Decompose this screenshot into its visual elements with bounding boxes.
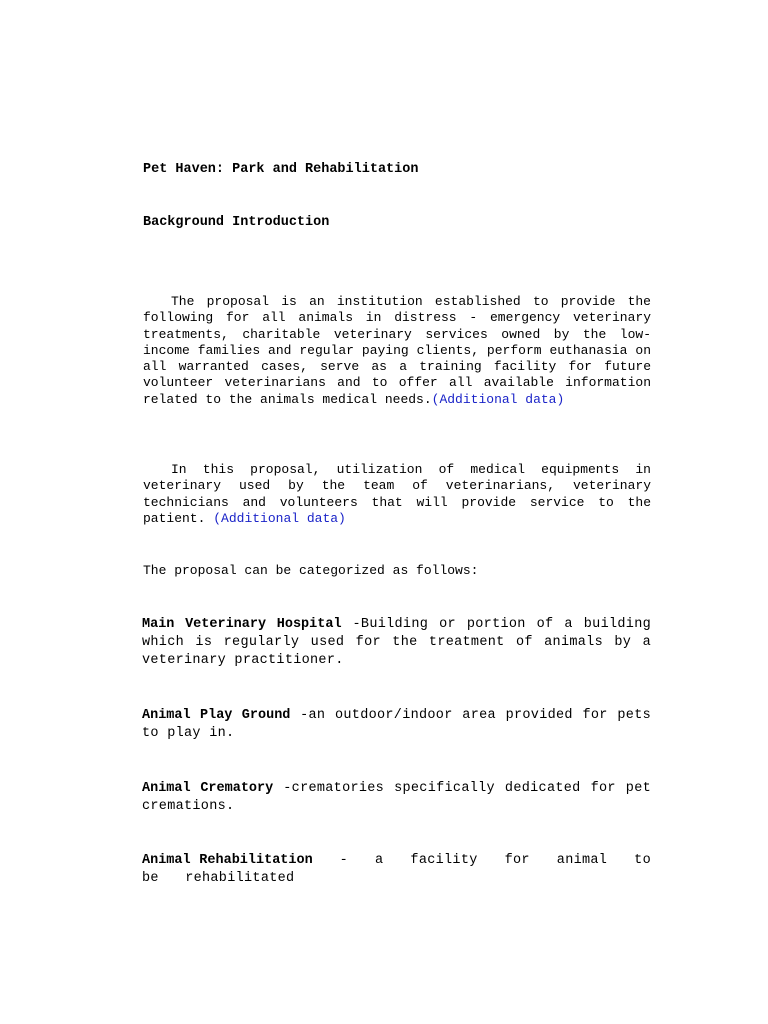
document-title: Pet Haven: Park and Rehabilitation <box>143 162 419 177</box>
categories-intro: The proposal can be categorized as follows: <box>143 563 479 578</box>
category-description: -an outdoor/indoor area provided for pets to play in. <box>142 708 651 741</box>
intro-paragraph <box>143 294 651 408</box>
category-description: -Building or portion of a building which is regularly used for the treatment of animals by a veterinary practitioner. <box>142 617 651 668</box>
category-item <box>142 780 651 816</box>
category-item <box>142 852 651 888</box>
category-term: Animal Play Ground <box>142 708 291 723</box>
category-term: Animal Rehabilitation <box>142 853 313 868</box>
equipment-paragraph-text: In this proposal, utilization of medical equipments in veterinary used by the team of veterinarians, veterinary technicians and volunteers that will provide service to the patient. <box>143 462 651 526</box>
category-description: - a facility for animal to be rehabilitated <box>142 853 651 886</box>
additional-data-link[interactable]: (Additional data) <box>213 510 346 526</box>
category-item <box>142 616 651 670</box>
category-description: -crematories specifically dedicated for pet cremations. <box>142 781 651 814</box>
category-term: Animal Crematory <box>142 781 274 796</box>
category-term: Main Veterinary Hospital <box>142 617 342 632</box>
additional-data-link[interactable]: (Additional data) <box>431 391 565 407</box>
equipment-paragraph <box>143 462 651 527</box>
category-item <box>142 707 651 743</box>
section-heading: Background Introduction <box>143 215 330 230</box>
intro-paragraph-text: The proposal is an institution established to provide the following for all animals in distress - emergency veterinary treatments, charitable veterinary services owned by the low-income families and regular paying clients, perform euthanasia on all warranted cases, serve as a training facility for future volunteer veterinarians and to offer all available information related to the animals medical needs. <box>143 294 651 407</box>
